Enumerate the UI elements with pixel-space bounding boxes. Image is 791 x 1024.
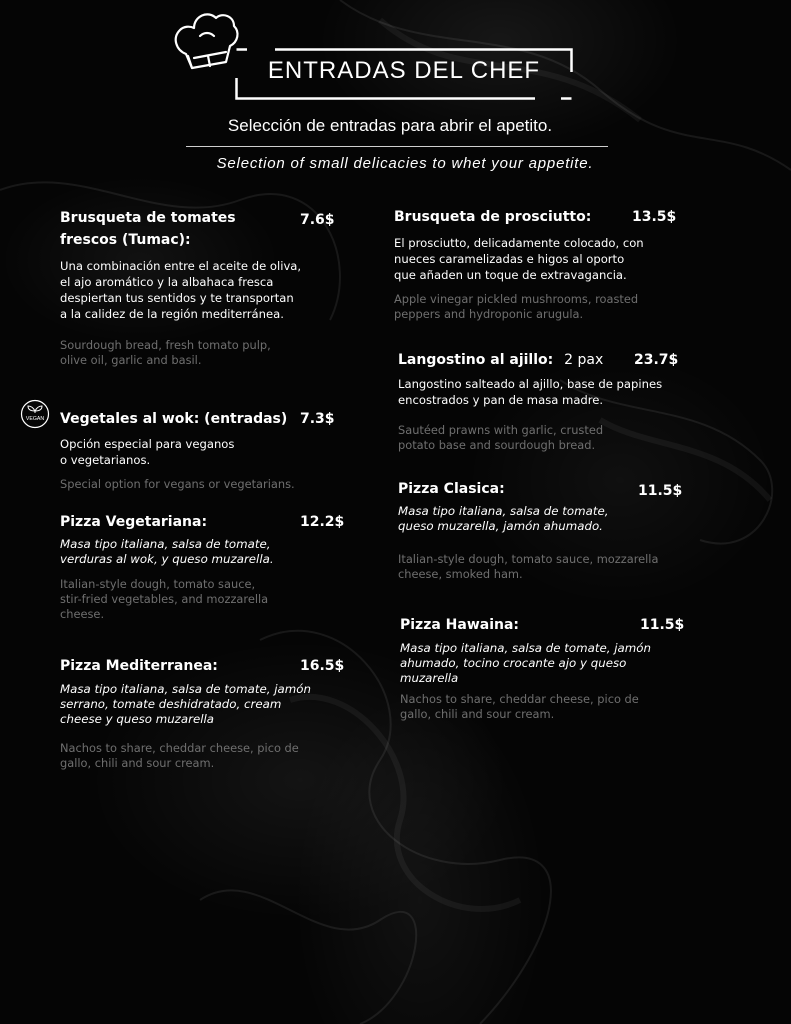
- header-divider: [186, 146, 608, 147]
- item-name: Pizza Mediterranea:: [60, 658, 218, 674]
- item-price: 12.2$: [300, 514, 345, 530]
- item-price: 7.3$: [300, 411, 335, 427]
- item-description: Opción especial para veganos o vegetarianos.: [60, 437, 235, 467]
- item-description-english: Sautéed prawns with garlic, crusted potato base and sourdough bread.: [398, 423, 604, 452]
- item-name: Brusqueta de prosciutto:: [394, 209, 592, 225]
- item-description: Masa tipo italiana, salsa de tomate, verduras al wok, y queso muzarella.: [60, 537, 274, 566]
- item-price: 11.5$: [640, 617, 685, 633]
- item-description-english: Italian-style dough, tomato sauce, stir-fried vegetables, and mozzarella cheese.: [60, 577, 269, 621]
- subtitle-english: Selection of small delicacies to whet your appetite.: [216, 155, 594, 172]
- item-description-english: Italian-style dough, tomato sauce, mozzarella cheese, smoked ham.: [398, 552, 659, 581]
- item-price: 11.5$: [638, 483, 683, 499]
- item-description: El prosciutto, delicadamente colocado, con nueces caramelizadas e higos al oporto que añaden un toque de extravagancia.: [394, 236, 644, 282]
- item-description: Masa tipo italiana, salsa de tomate, jamón serrano, tomate deshidratado, cream cheese y queso muzarella: [60, 682, 311, 726]
- subtitle-spanish: Selección de entradas para abrir el apetito.: [227, 116, 553, 135]
- item-description-english: Sourdough bread, fresh tomato pulp, olive oil, garlic and basil.: [60, 338, 271, 367]
- chef-hat-icon: [170, 6, 242, 72]
- item-description: Langostino salteado al ajillo, base de papines encostrados y pan de masa madre.: [398, 377, 663, 407]
- item-description: Una combinación entre el aceite de oliva, el ajo aromático y la albahaca fresca despiertan tus sentidos y te transportan a la calidez de la región mediterránea.: [60, 259, 302, 321]
- item-name: [398, 350, 603, 370]
- item-description-english: Nachos to share, cheddar cheese, pico de gallo, chili and sour cream.: [60, 741, 299, 770]
- item-description-english: Nachos to share, cheddar cheese, pico de gallo, chili and sour cream.: [400, 692, 639, 721]
- item-name: Vegetales al wok: (entradas): [60, 411, 288, 427]
- item-price: 23.7$: [634, 352, 679, 368]
- item-name: Brusqueta de tomates: [60, 210, 236, 226]
- portion-size: 2 pax: [564, 352, 604, 368]
- menu-title: ENTRADAS DEL CHEF: [267, 57, 541, 84]
- item-name-line2: frescos (Tumac):: [60, 232, 191, 248]
- item-name-text: Langostino al ajillo:: [398, 352, 554, 368]
- item-name: Pizza Vegetariana:: [60, 514, 208, 530]
- item-description-english: Apple vinegar pickled mushrooms, roasted peppers and hydroponic arugula.: [394, 292, 639, 321]
- item-price: 16.5$: [300, 658, 345, 674]
- item-price: 7.6$: [300, 212, 335, 228]
- item-description: Masa tipo italiana, salsa de tomate, queso muzarella, jamón ahumado.: [398, 504, 609, 533]
- svg-text:VEGAN: VEGAN: [25, 416, 45, 422]
- item-name: Pizza Hawaina:: [400, 617, 520, 633]
- item-name: Pizza Clasica:: [398, 481, 505, 497]
- item-description-english: Special option for vegans or vegetarians.: [60, 477, 295, 491]
- item-description: Masa tipo italiana, salsa de tomate, jamón ahumado, tocino crocante ajo y queso muzarella: [400, 641, 651, 685]
- item-price: 13.5$: [632, 209, 677, 225]
- vegan-icon: [20, 399, 50, 429]
